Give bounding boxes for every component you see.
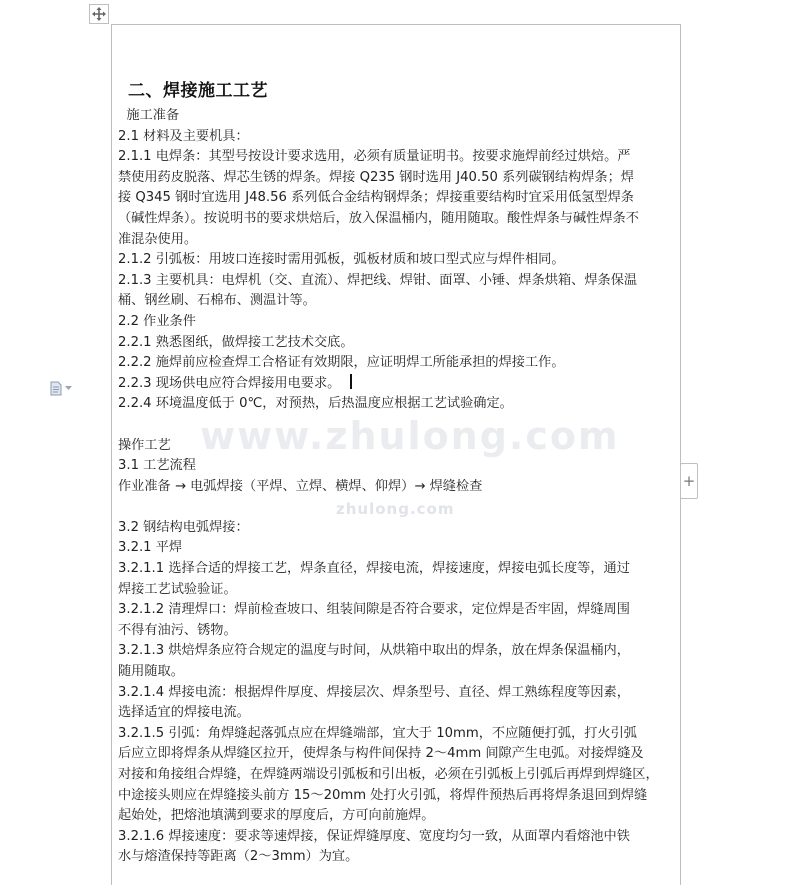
watermark: www.zhulong.com <box>200 414 620 458</box>
text-line: 3.1 工艺流程 <box>118 458 196 474</box>
table-move-handle[interactable] <box>89 4 109 24</box>
add-row-button[interactable]: + <box>680 463 698 499</box>
document-body[interactable] <box>118 106 674 868</box>
text-line: 2.2.1 熟悉图纸，做焊接工艺技术交底。 <box>118 334 354 350</box>
text-line: 焊接工艺试验验证。 <box>118 581 237 597</box>
text-line <box>118 497 674 518</box>
text-line: 2.2 作业条件 <box>118 313 196 329</box>
text-line: 2.2.4 环境温度低于 0℃，对预热，后热温度应根据工艺试验确定。 <box>118 396 513 412</box>
text-line: 3.2.1 平焊 <box>118 540 183 556</box>
text-line: 2.2.2 施焊前应检查焊工合格证有效期限，应证明焊工所能承担的焊接工作。 <box>118 355 565 371</box>
text-line: 2.1.2 引弧板：用坡口连接时需用弧板，弧板材质和坡口型式应与焊件相同。 <box>118 252 565 268</box>
text-line: 后应立即将焊条从焊缝区拉开，使焊条与构件间保持 2～4mm 间隙产生电弧。对接焊缝及 <box>118 746 644 762</box>
text-line: 选择适宜的焊接电流。 <box>118 705 250 721</box>
document-icon <box>50 381 62 396</box>
text-line: 3.2.1.6 焊接速度：要求等速焊接，保证焊缝厚度、宽度均匀一致，从面罩内看熔池中铁 <box>118 828 630 844</box>
text-line: 3.2.1.2 清理焊口：焊前检查坡口、组装间隙是否符合要求，定位焊是否牢固，焊缝周围 <box>118 602 630 618</box>
move-arrows-icon <box>92 7 106 21</box>
text-line: （碱性焊条）。按说明书的要求烘焙后，放入保温桶内，随用随取。酸性焊条与碱性焊条不 <box>118 210 639 226</box>
dropdown-arrow-icon <box>65 386 72 391</box>
text-line: 3.2.1.5 引弧：角焊缝起落弧点应在焊缝端部，宜大于 10mm，不应随便打弧，打火引弧 <box>118 725 637 741</box>
text-line: 作业准备 → 电弧焊接（平焊、立焊、横焊、仰焊）→ 焊缝检查 <box>118 478 483 494</box>
text-line: 2.1.1 电焊条：其型号按设计要求选用，必须有质量证明书。按要求施焊前经过烘焙。严 <box>118 149 631 165</box>
text-line: 3.2.1.4 焊接电流：根据焊件厚度、焊接层次、焊条型号、直径、焊工熟练程度等因素， <box>118 684 630 700</box>
text-line: 不得有油污、锈物。 <box>118 622 237 638</box>
text-line: 中途接头则应在焊缝接头前方 15～20mm 处打火引弧，将焊件预热后再将焊条退回到焊缝 <box>118 787 648 803</box>
text-line: 起始处，把熔池填满到要求的厚度后，方可向前施焊。 <box>118 808 435 824</box>
text-line: 桶、钢丝刷、石棉布、测温计等。 <box>118 293 316 309</box>
text-line: 3.2.1.1 选择合适的焊接工艺，焊条直径，焊接电流，焊接速度，焊接电弧长度等，通过 <box>118 561 630 577</box>
text-line: 准混杂使用。 <box>118 231 198 247</box>
text-line: 操作工艺 <box>118 437 171 453</box>
text-line: 3.2 钢结构电弧焊接： <box>118 519 249 535</box>
text-line: 施工准备 <box>118 108 180 123</box>
text-line: 3.2.1.3 烘焙焊条应符合规定的温度与时间，从烘箱中取出的焊条，放在焊条保温桶内， <box>118 643 630 659</box>
section-heading: 二、焊接施工工艺 <box>128 81 268 101</box>
text-line: 2.1.3 主要机具：电焊机（交、直流）、焊把线、焊钳、面罩、小锤、焊条烘箱、焊条保温 <box>118 272 638 288</box>
text-cursor <box>350 374 352 389</box>
text-line: 对接和角接组合焊缝，在焊缝两端设引弧板和引出板，必须在引弧板上引弧后再焊到焊缝区， <box>118 767 659 782</box>
text-line: 2.1 材料及主要机具： <box>118 128 249 144</box>
text-line: 接 Q345 钢时宜选用 J48.56 系列低合金结构钢焊条；焊接重要结构时宜采用低氢型焊条 <box>118 190 634 206</box>
text-line: 禁使用药皮脱落、焊芯生锈的焊条。焊接 Q235 钢时选用 J40.50 系列碳钢结构焊条；焊 <box>118 169 634 185</box>
paragraph-options[interactable] <box>50 378 80 398</box>
text-line: 随用随取。 <box>118 664 184 680</box>
text-line: 水与熔渣保持等距离（2～3mm）为宜。 <box>118 849 359 865</box>
text-line: 2.2.3 现场供电应符合焊接用电要求。 <box>118 374 674 395</box>
watermark-small: zhulong.com <box>336 500 455 518</box>
text-line <box>118 415 674 436</box>
